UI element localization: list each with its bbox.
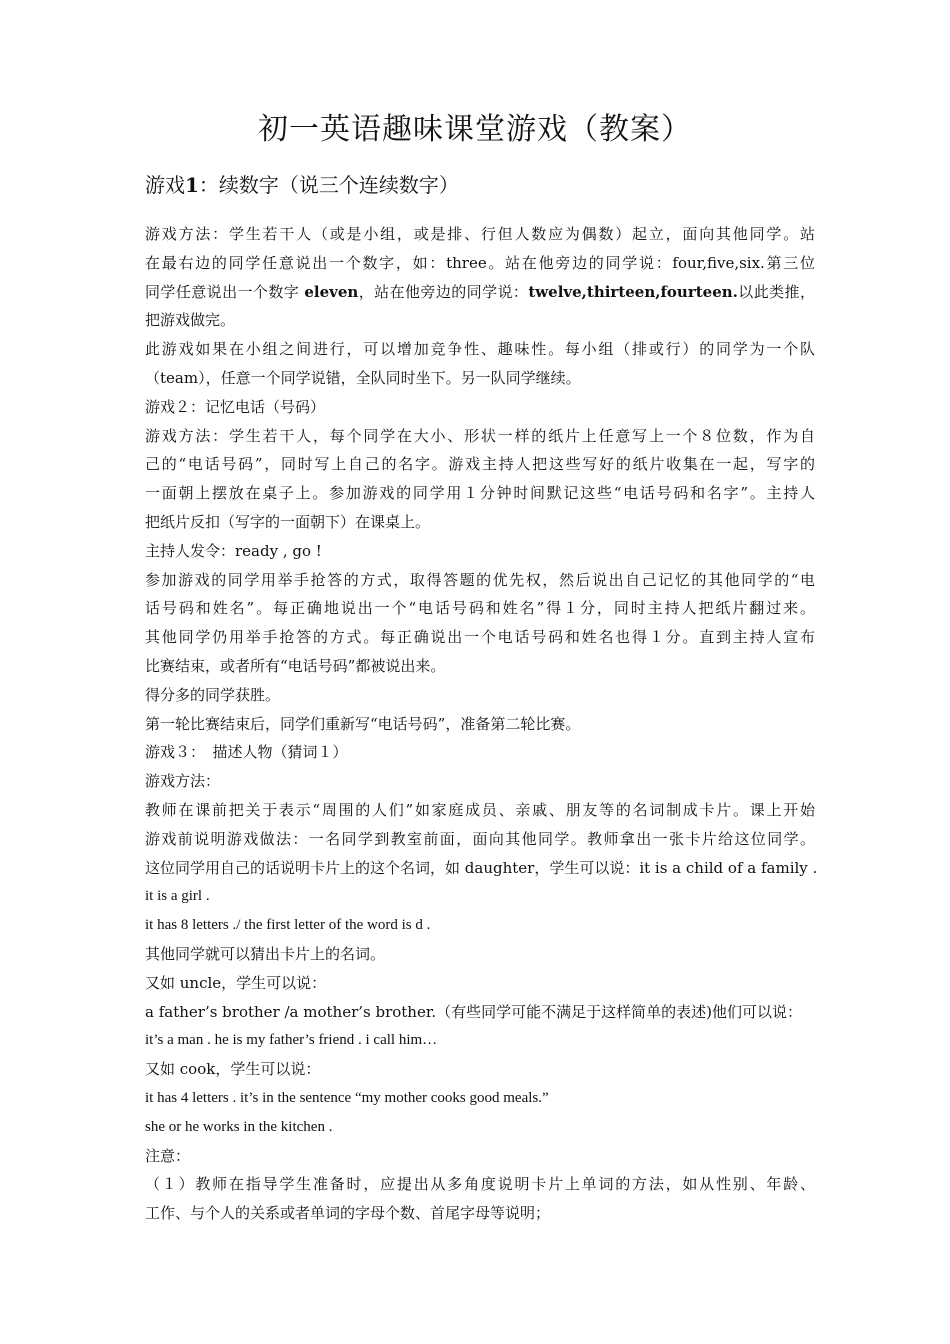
- paragraph-line: 得分多的同学获胜。: [145, 685, 281, 704]
- game-heading: 游戏２：记忆电话（号码）: [145, 397, 326, 416]
- paragraph-line: 又如 cook，学生可以说：: [145, 1060, 321, 1079]
- paragraph-line: 教师在课前把关于表示“周围的人们”如家庭成员、亲戚、朋友等的名词制成卡片。课上开始: [145, 800, 815, 819]
- heading-prefix: 游戏: [145, 173, 185, 197]
- paragraph-line: 比赛结束，或者所有“电话号码”都被说出来。: [145, 656, 446, 675]
- heading-rest: ：续数字（说三个连续数字）: [198, 173, 459, 197]
- paragraph-line: 游戏前说明游戏做法：一名同学到教室前面，面向其他同学。教师拿出一张卡片给这位同学。: [145, 829, 815, 848]
- paragraph-line: 工作、与个人的关系或者单词的字母个数、首尾字母等说明；: [145, 1204, 551, 1223]
- paragraph-line: it has 4 letters . it’s in the sentence “my mother cooks good meals.”: [145, 1089, 549, 1106]
- bold-words: twelve,thirteen,fourteen.: [528, 282, 738, 301]
- paragraph-line: 游戏方法：学生若干人（或是小组，或是排、行但人数应为偶数）起立，面向其他同学。站: [145, 225, 815, 243]
- paragraph-line: 注意：: [145, 1146, 191, 1165]
- paragraph-line: 在最右边的同学任意说出一个数字，如：three。站在他旁边的同学说：four,five,six.第三位: [145, 253, 815, 272]
- paragraph-line: 其他同学仍用举手抢答的方式。每正确说出一个电话号码和姓名也得１分。直到主持人宣布: [145, 628, 815, 647]
- bold-word: eleven: [304, 282, 359, 301]
- paragraph-line: 又如 uncle，学生可以说：: [145, 973, 327, 992]
- paragraph-line: （１）教师在指导学生准备时，应提出从多角度说明卡片上单词的方法，如从性别、年龄、: [145, 1175, 815, 1194]
- text-run: 以此类推，: [737, 282, 815, 301]
- paragraph-line: 其他同学就可以猜出卡片上的名词。: [145, 944, 386, 963]
- paragraph-line: 这位同学用自己的话说明卡片上的这个名词，如 daughter，学生可以说：it is a child of a family .: [145, 858, 818, 877]
- text-run: 同学任意说出一个数字: [145, 282, 305, 301]
- paragraph-line: 参加游戏的同学用举手抢答的方式，取得答题的优先权，然后说出自己记忆的其他同学的“电: [145, 570, 815, 589]
- document-body: [145, 220, 818, 1228]
- paragraph-line: it is a girl .: [145, 888, 210, 905]
- paragraph-line: 主持人发令：ready , go !: [145, 541, 322, 560]
- section-heading-game-1: [145, 170, 459, 200]
- paragraph-line: （team），任意一个同学说错，全队同时坐下。另一队同学继续。: [145, 368, 581, 387]
- paragraph-line-mixed: [145, 278, 815, 307]
- paragraph-line: 己的“电话号码”，同时写上自己的名字。游戏主持人把这些写好的纸片收集在一起，写字的: [145, 455, 815, 474]
- paragraph-line: 把游戏做完。: [145, 311, 236, 330]
- paragraph-line: 此游戏如果在小组之间进行，可以增加竞争性、趣味性。每小组（排或行）的同学为一个队: [145, 340, 815, 359]
- paragraph-line: it’s a man . he is my father’s friend . i call him…: [145, 1032, 438, 1049]
- paragraph-line: 第一轮比赛结束后，同学们重新写“电话号码”，准备第二轮比赛。: [145, 714, 581, 733]
- paragraph-line: a father’s brother /a mother’s brother.（有些同学可能不满足于这样简单的表述)他们可以说：: [145, 1002, 802, 1021]
- heading-number: 1: [185, 173, 199, 197]
- text-run: ，站在他旁边的同学说：: [358, 282, 529, 301]
- paragraph-line: 游戏方法：: [145, 772, 221, 791]
- paragraph-line: she or he works in the kitchen .: [145, 1118, 333, 1135]
- page-title: 初一英语趣味课堂游戏（教案）: [258, 112, 692, 147]
- paragraph-line: it has 8 letters ./ the first letter of the word is d .: [145, 917, 431, 934]
- paragraph-line: 游戏方法：学生若干人，每个同学在大小、形状一样的纸片上任意写上一个８位数，作为自: [145, 426, 815, 445]
- game-heading: 游戏３： 描述人物（猜词１）: [145, 743, 348, 762]
- paragraph-line: 把纸片反扣（写字的一面朝下）在课桌上。: [145, 512, 431, 531]
- paragraph-line: 话号码和姓名”。每正确地说出一个“电话号码和姓名”得１分，同时主持人把纸片翻过来。: [145, 599, 815, 618]
- paragraph-line: 一面朝上摆放在桌子上。参加游戏的同学用１分钟时间默记这些“电话号码和名字”。主持人: [145, 484, 815, 503]
